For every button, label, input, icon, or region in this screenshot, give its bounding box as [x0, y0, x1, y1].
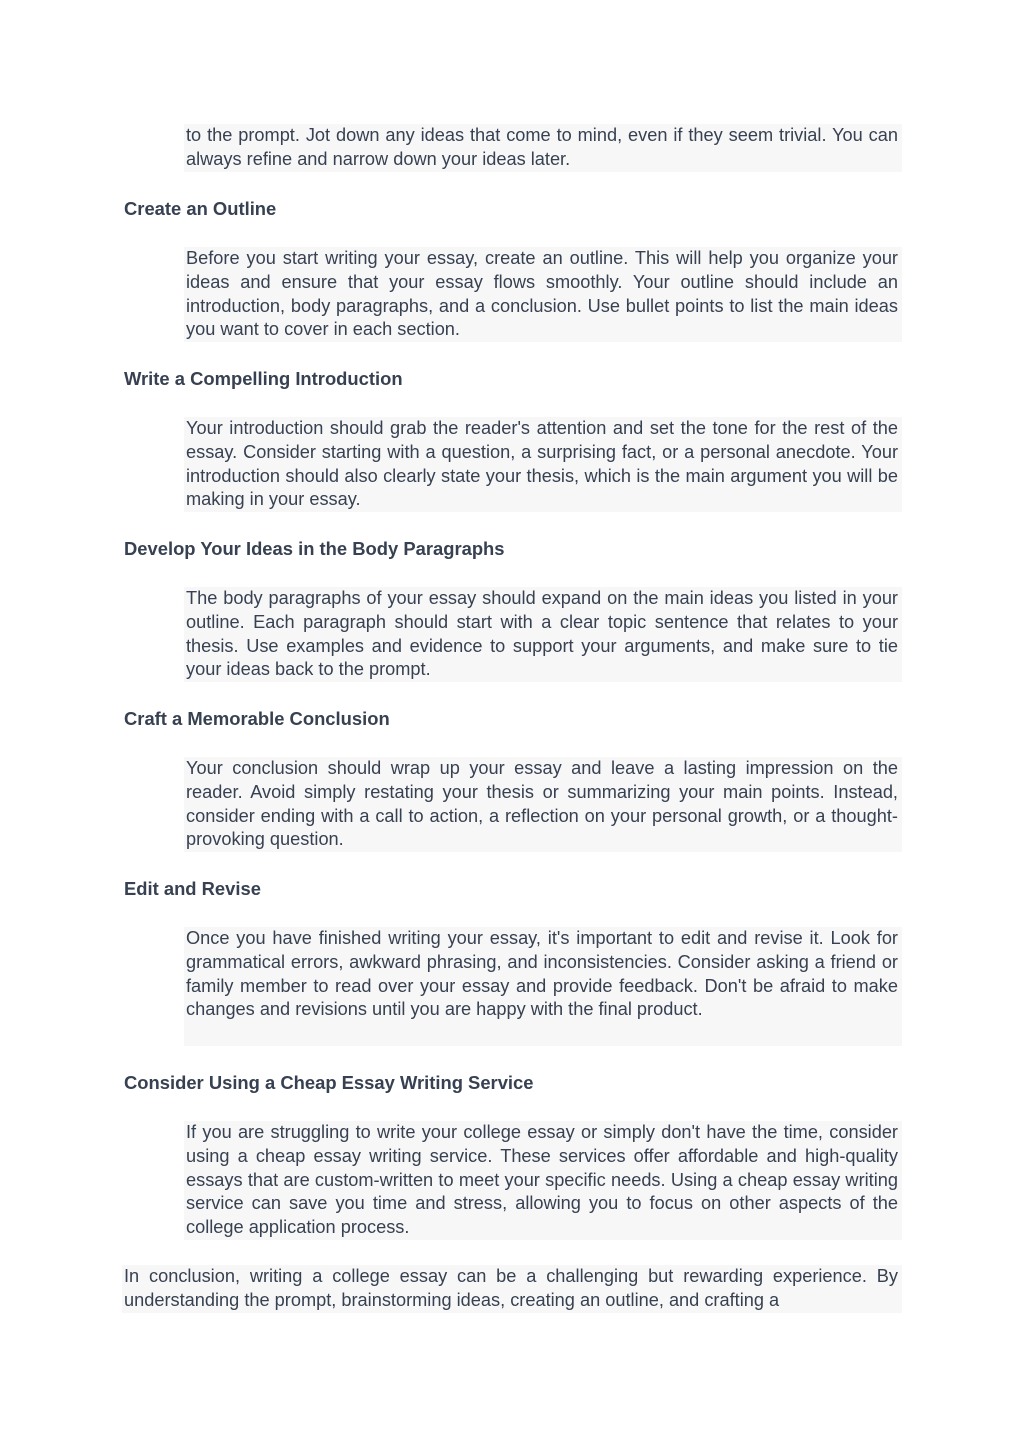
section-body-introduction: Your introduction should grab the reader's attention and set the tone for the rest of the essay. Consider starting with a question, a surprising fact, or a personal anecdote. Your introduction should also clearly state your thesis, which is the main argument you will be making in your essay. [184, 417, 902, 512]
section-heading-essay-service: Consider Using a Cheap Essay Writing Service [124, 1072, 534, 1093]
conclusion-fragment-paragraph: In conclusion, writing a college essay can be a challenging but rewarding experience. By understanding the prompt, brainstorming ideas, creating an outline, and crafting a [122, 1265, 902, 1313]
section-body-conclusion: Your conclusion should wrap up your essay and leave a lasting impression on the reader. Avoid simply restating your thesis or summarizing your main points. Instead, consider ending with a call to action, a reflection on your personal growth, or a thought-provoking question. [184, 757, 902, 852]
section-heading-introduction: Write a Compelling Introduction [124, 368, 403, 389]
section-heading-body-paragraphs: Develop Your Ideas in the Body Paragraphs [124, 538, 505, 559]
section-body-essay-service: If you are struggling to write your college essay or simply don't have the time, consider using a cheap essay writing service. These services offer affordable and high-quality essays that are custom-written to meet your specific needs. Using a cheap essay writing service can save you time and stress, allowing you to focus on other aspects of the college application process. [184, 1121, 902, 1240]
section-body-body-paragraphs: The body paragraphs of your essay should expand on the main ideas you listed in your outline. Each paragraph should start with a clear topic sentence that relates to your thesis. Use examples and evidence to support your arguments, and make sure to tie your ideas back to the prompt. [184, 587, 902, 682]
section-heading-conclusion: Craft a Memorable Conclusion [124, 708, 390, 729]
section-body-outline: Before you start writing your essay, create an outline. This will help you organize your ideas and ensure that your essay flows smoothly. Your outline should include an introduction, body paragraphs, and a conclusion. Use bullet points to list the main ideas you want to cover in each section. [184, 247, 902, 342]
section-heading-outline: Create an Outline [124, 198, 277, 219]
intro-fragment-text: to the prompt. Jot down any ideas that come to mind, even if they seem trivial. You can always refine and narrow down your ideas later. [186, 125, 898, 169]
section-body-edit-revise: Once you have finished writing your essay, it's important to edit and revise it. Look for grammatical errors, awkward phrasing, and inconsistencies. Consider asking a friend or family member to read over your essay and provide feedback. Don't be afraid to make changes and revisions until you are happy with the final product. [184, 927, 902, 1046]
section-heading-edit-revise: Edit and Revise [124, 878, 261, 899]
intro-fragment-paragraph [184, 124, 902, 172]
